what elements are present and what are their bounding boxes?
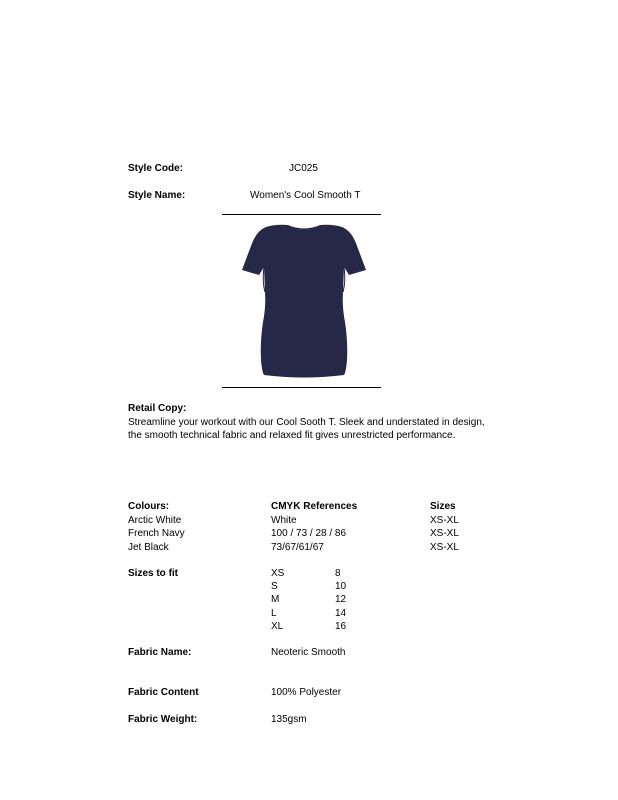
fit-size: XL: [271, 621, 284, 632]
image-top-divider: [222, 214, 381, 215]
fabric-content-value: 100% Polyester: [271, 687, 342, 698]
fabric-name-label: Fabric Name:: [128, 647, 192, 658]
fit-value: 14: [335, 608, 347, 619]
style-code-label: Style Code:: [128, 163, 184, 174]
colour-sizes: XS-XL: [430, 515, 459, 526]
style-name-value: Women's Cool Smooth T: [250, 190, 361, 201]
t-shirt-image: [236, 222, 372, 380]
colour-name: Jet Black: [128, 542, 169, 553]
image-bottom-divider: [222, 387, 381, 388]
fabric-weight-label: Fabric Weight:: [128, 714, 198, 725]
colour-cmyk: White: [271, 515, 297, 526]
fit-size: M: [271, 594, 280, 605]
sizes-to-fit-label: Sizes to fit: [128, 568, 179, 579]
cmyk-header: CMYK References: [271, 501, 358, 512]
colour-cmyk: 100 / 73 / 28 / 86: [271, 528, 347, 539]
colour-name: French Navy: [128, 528, 185, 539]
retail-copy-line-1: Streamline your workout with our Cool Sooth T. Sleek and understated in design,: [128, 417, 485, 428]
fit-value: 16: [335, 621, 347, 632]
colour-name: Arctic White: [128, 515, 182, 526]
style-code-value: JC025: [289, 163, 318, 174]
sizes-header: Sizes: [430, 501, 456, 512]
fit-value: 12: [335, 594, 347, 605]
fit-size: XS: [271, 568, 285, 579]
fabric-name-value: Neoteric Smooth: [271, 647, 346, 658]
colour-sizes: XS-XL: [430, 528, 459, 539]
fabric-content-label: Fabric Content: [128, 687, 199, 698]
colour-sizes: XS-XL: [430, 542, 459, 553]
style-name-label: Style Name:: [128, 190, 186, 201]
colour-cmyk: 73/67/61/67: [271, 542, 324, 553]
retail-copy-label: Retail Copy:: [128, 403, 187, 414]
fit-value: 8: [335, 568, 341, 579]
fit-size: S: [271, 581, 278, 592]
retail-copy-line-2: the smooth technical fabric and relaxed fit gives unrestricted performance.: [128, 430, 456, 441]
colours-header: Colours:: [128, 501, 170, 512]
fit-value: 10: [335, 581, 347, 592]
fit-size: L: [271, 608, 277, 619]
fabric-weight-value: 135gsm: [271, 714, 307, 725]
